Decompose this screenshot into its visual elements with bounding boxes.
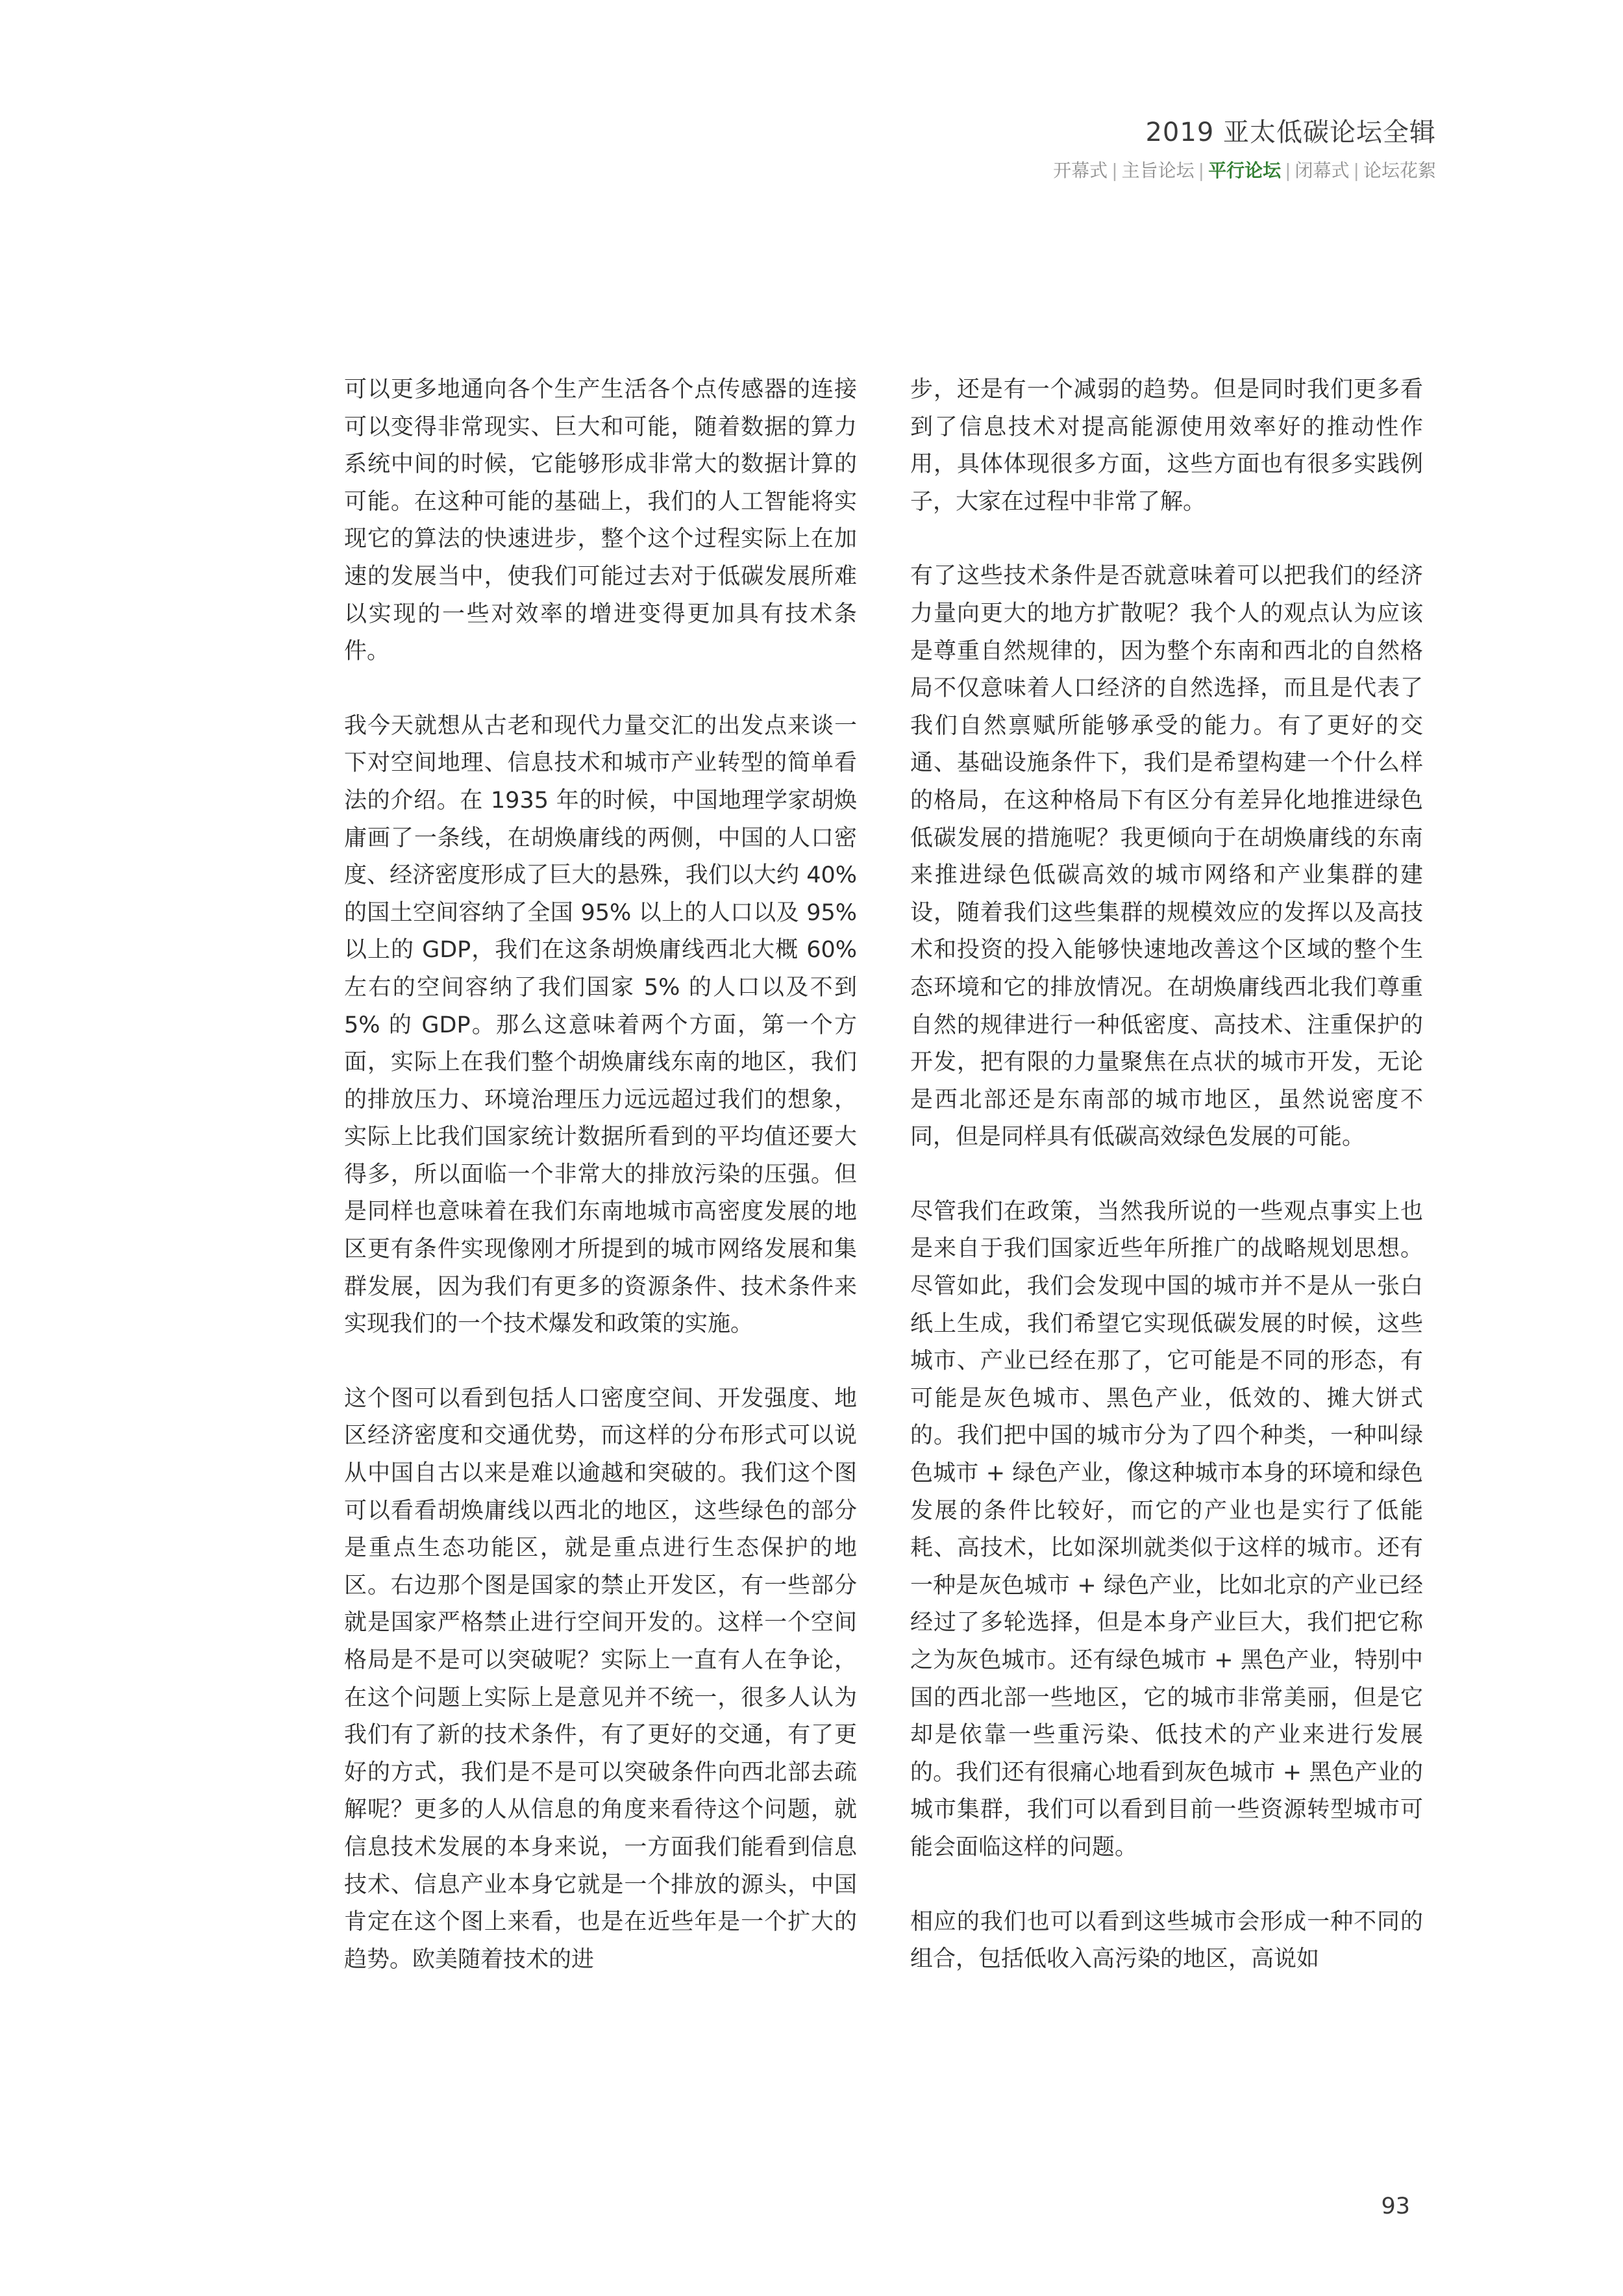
paragraph: 步，还是有一个减弱的趋势。但是同时我们更多看到了信息技术对提高能源使用效率好的推动性作用，具体体现很多方面，这些方面也有很多实践例子，大家在过程中非常了解。 xyxy=(910,377,1423,515)
right-column xyxy=(910,371,1423,1978)
publication-title: 2019 亚太低碳论坛全辑 xyxy=(1145,118,1436,147)
paragraph: 我今天就想从古老和现代力量交汇的出发点来谈一下对空间地理、信息技术和城市产业转型的简单看法的介绍。在 1935 年的时候，中国地理学家胡焕庸画了一条线，在胡焕庸线的两侧，中国的人口密度、经济密度形成了巨大的悬殊，我们以大约 40% 的国土空间容纳了全国 95% 以上的人口以及 95% 以上的 GDP，我们在这条胡焕庸线西北大概 60% 左右的空间容纳了我们国家 5% 的人口以及不到 5% 的 GDP。那么这意味着两个方面，第一个方面，实际上在我们整个胡焕庸线东南的地区，我们的排放压力、环境治理压力远远超过我们的想象，实际上比我们国家统计数据所看到的平均值还要大得多，所以面临一个非常大的排放污染的压强。但是同样也意味着在我们东南地城市高密度发展的地区更有条件实现像刚才所提到的城市网络发展和集群发展，因为我们有更多的资源条件、技术条件来实现我们的一个技术爆发和政策的实施。 xyxy=(344,712,857,1338)
nav-item-opening[interactable]: 开幕式 xyxy=(1053,160,1108,181)
paragraph: 尽管我们在政策，当然我所说的一些观点事实上也是来自于我们国家近些年所推广的战略规划思想。尽管如此，我们会发现中国的城市并不是从一张白纸上生成，我们希望它实现低碳发展的时候，这些城市、产业已经在那了，它可能是不同的形态，有可能是灰色城市、黑色产业，低效的、摊大饼式的。我们把中国的城市分为了四个种类，一种叫绿色城市 + 绿色产业，像这种城市本身的环境和绿色发展的条件比较好，而它的产业也是实行了低能耗、高技术，比如深圳就类似于这样的城市。还有一种是灰色城市 + 绿色产业，比如北京的产业已经经过了多轮选择，但是本身产业巨大，我们把它称之为灰色城市。还有绿色城市 + 黑色产业，特别中国的西北部一些地区，它的城市非常美丽，但是它却是依靠一些重污染、低技术的产业来进行发展的。我们还有很痛心地看到灰色城市 + 黑色产业的城市集群，我们可以看到目前一些资源转型城市可能会面临这样的问题。 xyxy=(910,1198,1423,1860)
nav-item-closing[interactable]: 闭幕式 xyxy=(1295,160,1350,181)
nav-item-parallel[interactable]: 平行论坛 xyxy=(1208,160,1282,181)
nav-item-highlights[interactable]: 论坛花絮 xyxy=(1363,160,1436,181)
nav-separator: | xyxy=(1111,160,1118,181)
paragraph: 有了这些技术条件是否就意味着可以把我们的经济力量向更大的地方扩散呢？我个人的观点认为应该是尊重自然规律的，因为整个东南和西北的自然格局不仅意味着人口经济的自然选择，而且是代表了我们自然禀赋所能够承受的能力。有了更好的交通、基础设施条件下，我们是希望构建一个什么样的格局，在这种格局下有区分有差异化地推进绿色低碳发展的措施呢？我更倾向于在胡焕庸线的东南来推进绿色低碳高效的城市网络和产业集群的建设，随着我们这些集群的规模效应的发挥以及高技术和投资的投入能够快速地改善这个区域的整个生态环境和它的排放情况。在胡焕庸线西北我们尊重自然的规律进行一种低密度、高技术、注重保护的开发，把有限的力量聚焦在点状的城市开发，无论是西北部还是东南部的城市地区，虽然说密度不同，但是同样具有低碳高效绿色发展的可能。 xyxy=(910,563,1423,1151)
paragraph: 可以更多地通向各个生产生活各个点传感器的连接可以变得非常现实、巨大和可能，随着数据的算力系统中间的时候，它能够形成非常大的数据计算的可能。在这种可能的基础上，我们的人工智能将实现它的算法的快速进步，整个这个过程实际上在加速的发展当中，使我们可能过去对于低碳发展所难以实现的一些对效率的增进变得更加具有技术条件。 xyxy=(344,377,857,665)
page-number: 93 xyxy=(1381,2193,1410,2219)
paragraph: 这个图可以看到包括人口密度空间、开发强度、地区经济密度和交通优势，而这样的分布形式可以说从中国自古以来是难以逾越和突破的。我们这个图可以看看胡焕庸线以西北的地区，这些绿色的部分是重点生态功能区，就是重点进行生态保护的地区。右边那个图是国家的禁止开发区，有一些部分就是国家严格禁止进行空间开发的。这样一个空间格局是不是可以突破呢？实际上一直有人在争论，在这个问题上实际上是意见并不统一，很多人认为我们有了新的技术条件，有了更好的交通，有了更好的方式，我们是不是可以突破条件向西北部去疏解呢？更多的人从信息的角度来看待这个问题，就信息技术发展的本身来说，一方面我们能看到信息技术、信息产业本身它就是一个排放的源头，中国肯定在这个图上来看，也是在近些年是一个扩大的趋势。欧美随着技术的进 xyxy=(344,1385,857,1973)
nav-separator: | xyxy=(1285,160,1291,181)
nav-item-keynote[interactable]: 主旨论坛 xyxy=(1121,160,1195,181)
nav-separator: | xyxy=(1198,160,1205,181)
section-nav xyxy=(1053,156,1436,182)
paragraph: 相应的我们也可以看到这些城市会形成一种不同的组合，包括低收入高污染的地区，高说如 xyxy=(910,1908,1423,1973)
left-column xyxy=(344,371,857,1978)
nav-separator: | xyxy=(1353,160,1359,181)
